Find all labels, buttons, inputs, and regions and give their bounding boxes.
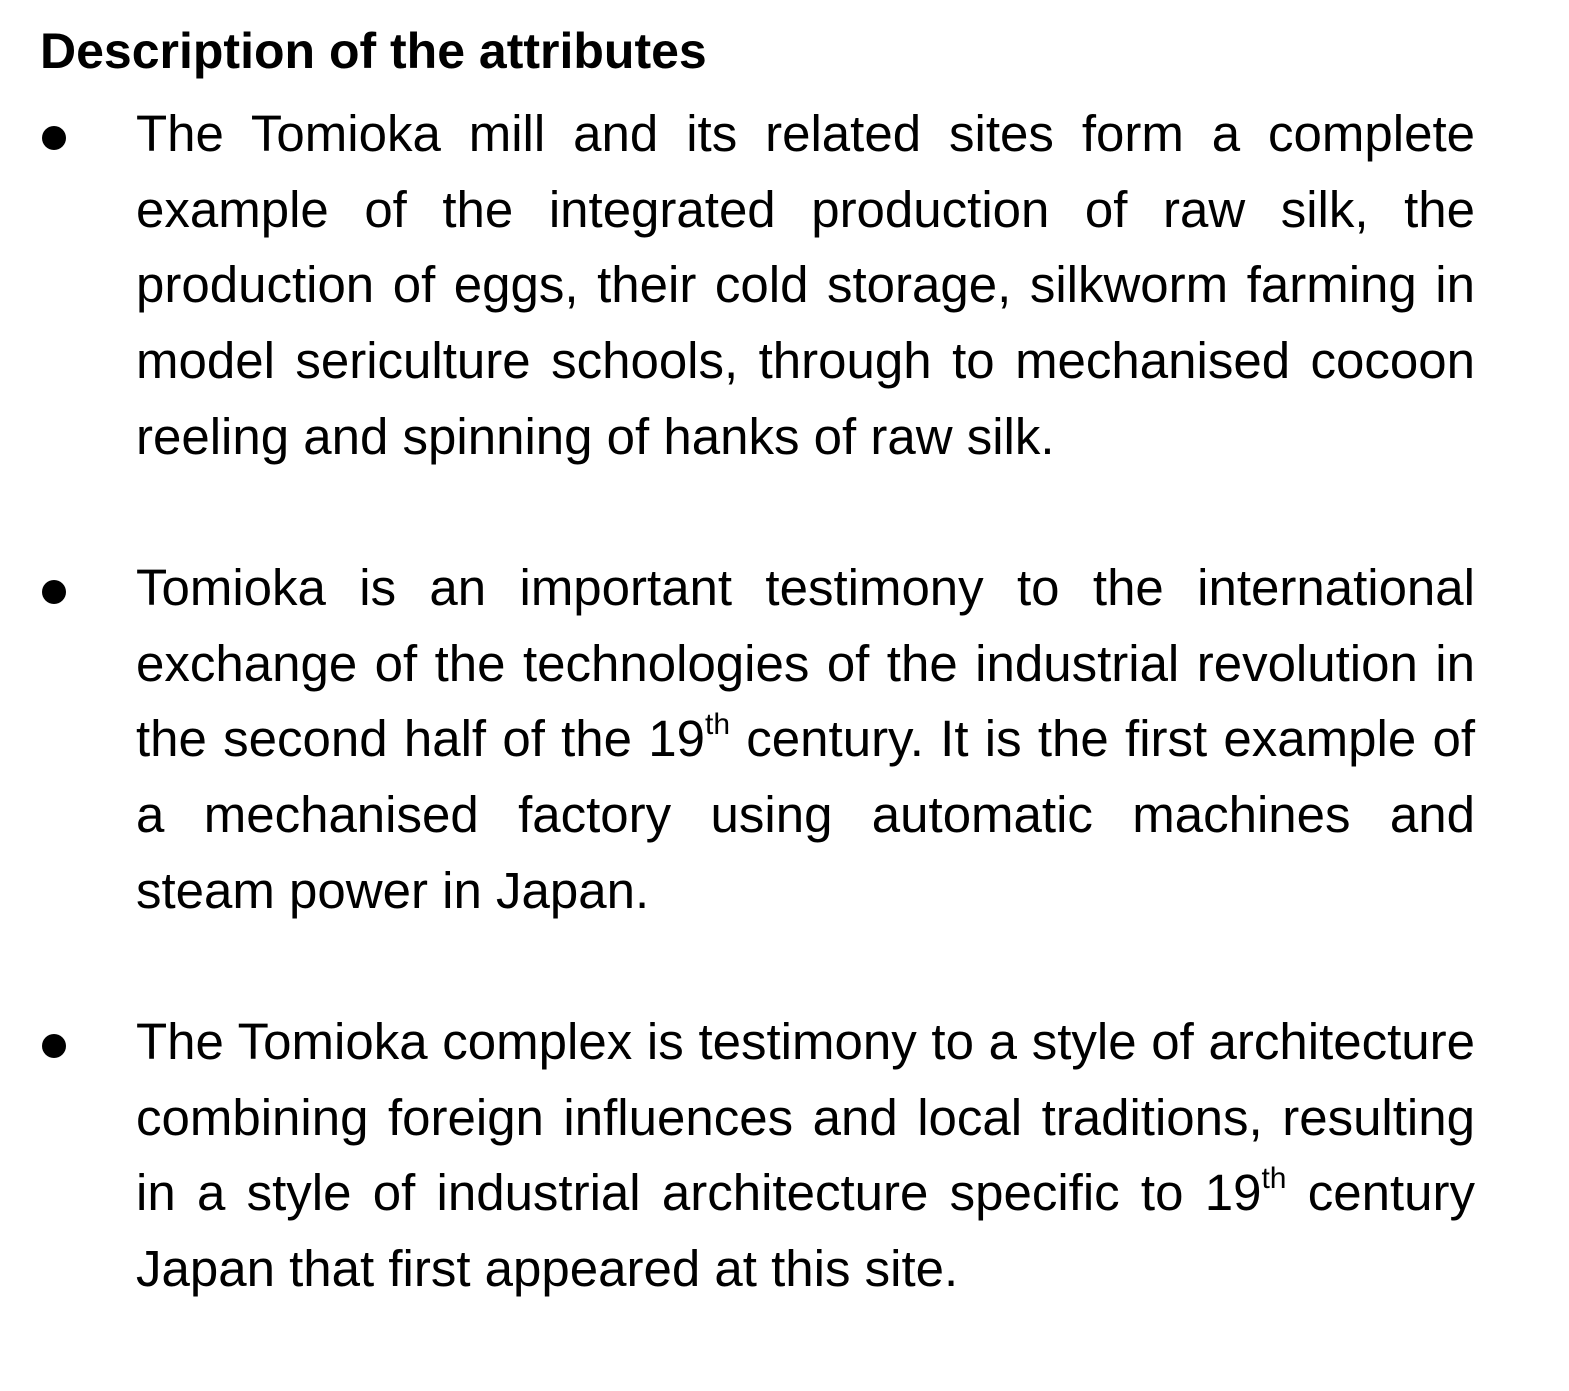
list-item-text-part: The Tomioka complex is testimony to a style of architecture combining foreign influences and local traditions, resulting in a style of industrial architecture specific to 19 <box>136 1013 1475 1222</box>
list-item-text <box>136 1004 1475 1307</box>
list-item-text <box>136 550 1475 929</box>
bullet-icon <box>42 126 66 150</box>
section-heading: Description of the attributes <box>40 23 707 79</box>
list-item-text-part: Tomioka is an important testimony to the international exchange of the technologies of the industrial revolution in the second half of the 19 <box>136 559 1475 768</box>
bullet-icon <box>42 580 66 604</box>
ordinal-superscript: th <box>705 708 731 742</box>
list-item-text-part: century Japan that first appeared at this site. <box>136 1164 1475 1298</box>
list-item-text: The Tomioka mill and its related sites form a complete example of the integrated production of raw silk, the production of eggs, their cold storage, silkworm farming in model sericulture schools, through to mechanised cocoon reeling and spinning of hanks of raw silk. <box>136 105 1475 465</box>
bullet-icon <box>42 1034 66 1058</box>
ordinal-superscript: th <box>1261 1162 1287 1196</box>
list-item-text-part: century. It is the first example of a mechanised factory using automatic machines and steam power in Japan. <box>136 710 1475 919</box>
